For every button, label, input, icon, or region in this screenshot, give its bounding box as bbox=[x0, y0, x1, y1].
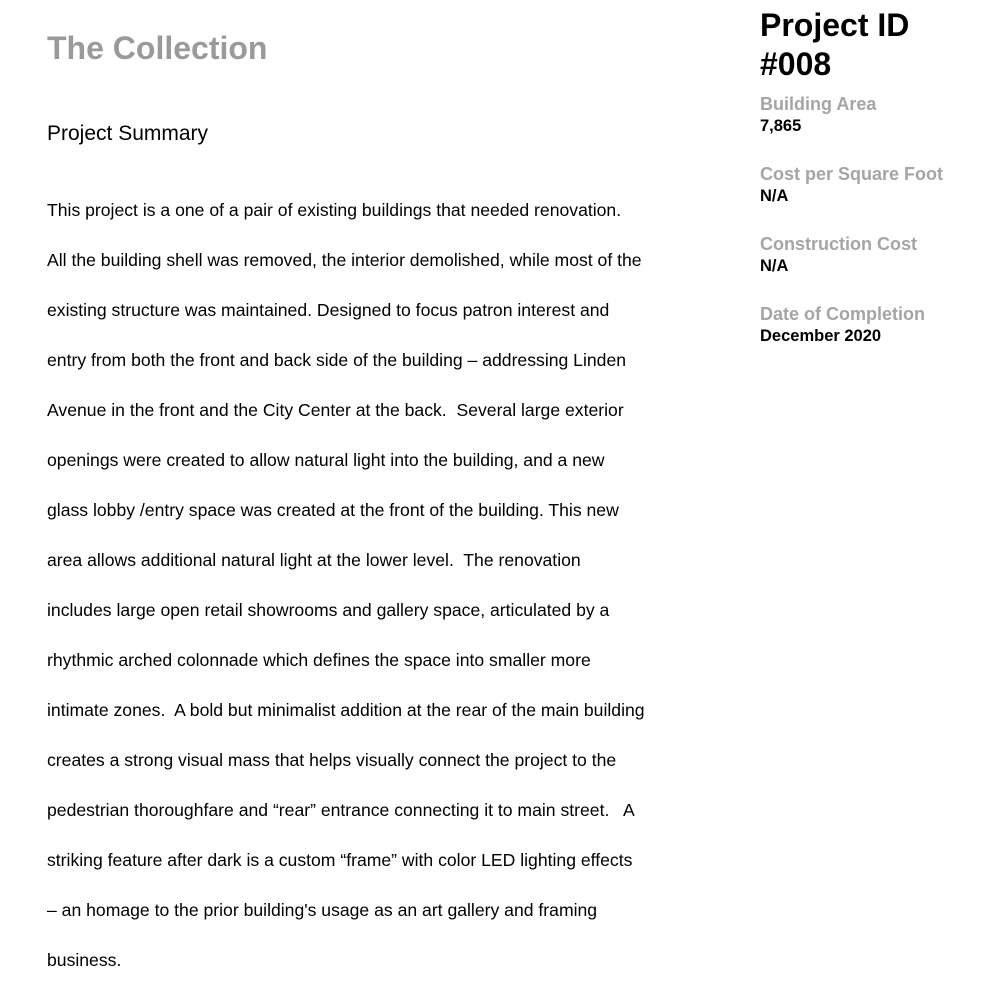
summary-line: entry from both the front and back side of the building – addressing Linden bbox=[47, 350, 627, 370]
stat-label: Construction Cost bbox=[760, 234, 917, 254]
summary-line: openings were created to allow natural light into the building, and a new bbox=[47, 450, 605, 470]
project-id-number: #008 bbox=[760, 46, 832, 82]
summary-line: Avenue in the front and the City Center at the back. Several large exterior bbox=[47, 400, 624, 420]
project-id-heading bbox=[760, 6, 995, 84]
stat-value: 7,865 bbox=[760, 117, 802, 135]
stat-value: December 2020 bbox=[760, 327, 882, 345]
stat-value: N/A bbox=[760, 257, 789, 275]
project-id-label: Project ID bbox=[760, 7, 910, 43]
stat-construction-cost bbox=[760, 233, 995, 277]
summary-line: All the building shell was removed, the interior demolished, while most of the bbox=[47, 250, 642, 270]
stat-cost-per-square-foot bbox=[760, 163, 995, 207]
summary-line: pedestrian thoroughfare and “rear” entrance connecting it to main street. A bbox=[47, 800, 635, 820]
stat-date-of-completion bbox=[760, 303, 995, 347]
summary-line: business. bbox=[47, 950, 122, 970]
project-title: The Collection bbox=[47, 30, 268, 66]
summary-heading: Project Summary bbox=[47, 122, 209, 145]
summary-line: creates a strong visual mass that helps visually connect the project to the bbox=[47, 750, 617, 770]
stat-label: Cost per Square Foot bbox=[760, 164, 944, 184]
summary-line: area allows additional natural light at the lower level. The renovation bbox=[47, 550, 581, 570]
stat-label: Date of Completion bbox=[760, 304, 925, 324]
summary-line: This project is a one of a pair of existing buildings that needed renovation. bbox=[47, 200, 622, 220]
stat-label: Building Area bbox=[760, 94, 877, 114]
summary-line: intimate zones. A bold but minimalist addition at the rear of the main building bbox=[47, 700, 645, 720]
summary-line: striking feature after dark is a custom “frame” with color LED lighting effects bbox=[47, 850, 633, 870]
summary-line: rhythmic arched colonnade which defines the space into smaller more bbox=[47, 650, 591, 670]
summary-line: – an homage to the prior building's usage as an art gallery and framing bbox=[47, 900, 598, 920]
summary-line: existing structure was maintained. Designed to focus patron interest and bbox=[47, 300, 610, 320]
summary-line: glass lobby /entry space was created at the front of the building. This new bbox=[47, 500, 619, 520]
summary-line: includes large open retail showrooms and gallery space, articulated by a bbox=[47, 600, 610, 620]
stat-building-area bbox=[760, 93, 995, 137]
project-sidebar bbox=[760, 6, 995, 347]
summary-body bbox=[47, 173, 715, 998]
stat-value: N/A bbox=[760, 187, 789, 205]
